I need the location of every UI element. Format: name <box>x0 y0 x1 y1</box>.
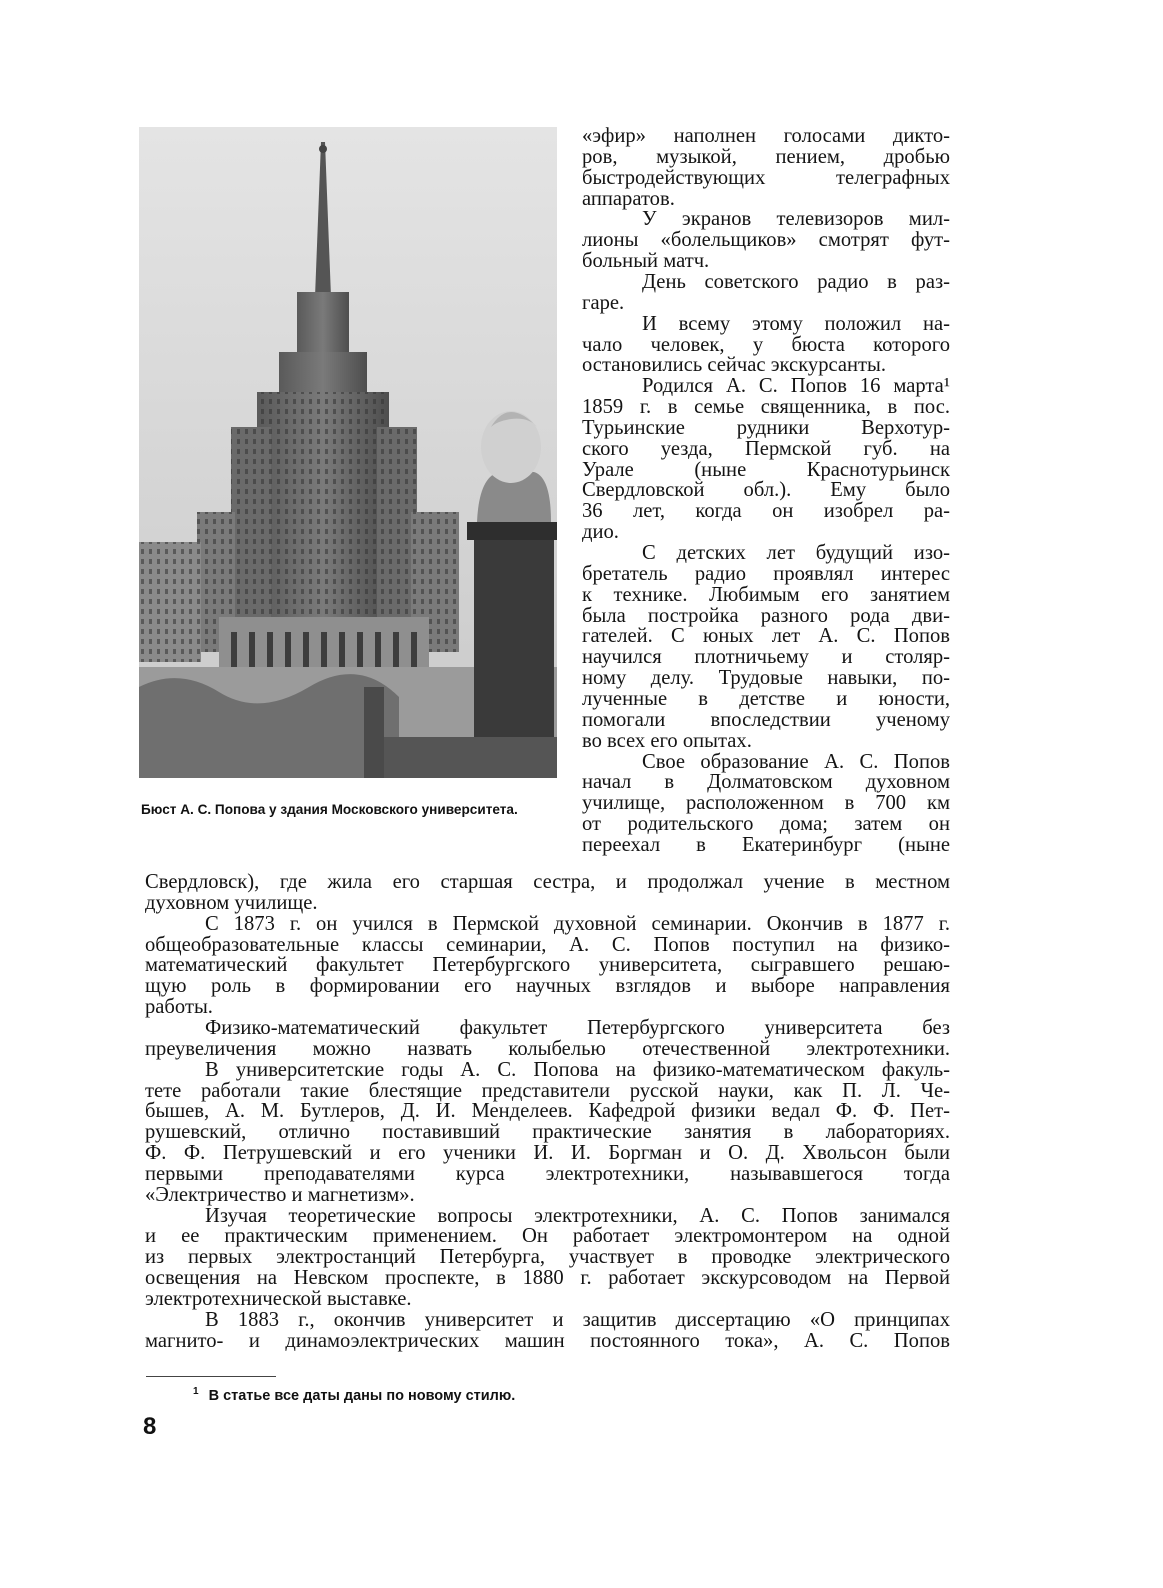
text-line: ров, музыкой, пением, дробью <box>582 145 950 168</box>
footnote-mark: 1 <box>193 1386 199 1397</box>
text-line: научился плотничьему и столяр- <box>582 646 950 669</box>
text-line: училище, расположенном в 700 км <box>582 792 950 815</box>
page-number: 8 <box>143 1413 157 1440</box>
footnote <box>193 1383 893 1405</box>
text-line: ского уезда, Пермской губ. на <box>582 437 950 460</box>
text-line: У экранов телевизоров мил- <box>642 208 950 231</box>
footnote-text: В статье все даты даны по новому стилю. <box>208 1387 516 1404</box>
text-line: математический факультет Петербургского университета, сыгравшего решаю- <box>145 954 950 977</box>
text-line: Ф. Ф. Петрушевский и его ученики И. И. Боргман и О. Д. Хвольсон были <box>145 1142 950 1165</box>
text-line: И всему этому положил на- <box>642 312 950 335</box>
text-line: Свердловск), где жила его старшая сестра, и продолжал учение в местном <box>145 871 950 893</box>
text-line: работы. <box>145 996 213 1019</box>
text-line: первыми преподавателями курса электротехники, называвшегося тогда <box>145 1162 950 1185</box>
text-line: ному делу. Трудовые навыки, по- <box>582 667 950 690</box>
text-line: электротехнической выставке. <box>145 1288 412 1310</box>
text-line: Свердловской обл.). Ему было <box>582 479 950 502</box>
text-line: переехал в Екатеринбург (ныне <box>582 833 950 856</box>
text-line: лионы «болельщиков» смотрят фут- <box>582 229 950 252</box>
text-line: аппаратов. <box>582 187 675 210</box>
text-line: Свое образование А. С. Попов <box>642 750 950 773</box>
text-line: дио. <box>582 521 619 544</box>
text-line: 36 лет, когда он изобрел ра- <box>582 500 950 523</box>
text-line: Родился А. С. Попов 16 марта¹ <box>642 375 950 398</box>
text-line: общеобразовательные классы семинарии, А. С. Попов поступил на физико- <box>145 933 950 956</box>
text-line: Турьинские рудники Верхотур- <box>582 416 950 439</box>
text-line: С детских лет будущий изо- <box>642 542 950 564</box>
text-line: щую роль в формировании его научных взглядов и выборе направления <box>145 975 950 998</box>
text-line: была постройка разного рода дви- <box>582 604 950 627</box>
text-line: больный матч. <box>582 250 710 273</box>
text-line: День советского радио в раз- <box>642 270 950 293</box>
text-line: лученные в детстве и юности, <box>582 687 950 710</box>
text-line: к технике. Любимым его занятием <box>582 583 950 606</box>
photo-caption: Бюст А. С. Попова у здания Московского университета. <box>141 802 518 817</box>
text-line: Физико-математический факультет Петербургского университета без <box>205 1016 950 1039</box>
footnote-divider <box>146 1376 276 1377</box>
text-line: начал в Долматовском духовном <box>582 771 950 794</box>
text-line: С 1873 г. он учился в Пермской духовной семинарии. Окончив в 1877 г. <box>205 912 950 935</box>
text-line: помогали впоследствии ученому <box>582 708 950 731</box>
text-line: гаре. <box>582 291 625 314</box>
text-line: во всех его опытах. <box>582 729 752 752</box>
text-line: остановились сейчас экскурсанты. <box>582 354 887 377</box>
text-line: В университетские годы А. С. Попова на физико-математическом факуль- <box>205 1058 950 1081</box>
text-line: духовном училище. <box>145 891 318 914</box>
photo-illustration <box>139 127 557 778</box>
text-line: от родительского дома; затем он <box>582 813 950 836</box>
text-line: «эфир» наполнен голосами дикто- <box>582 125 950 147</box>
text-line: рушевский, отлично поставивший практические занятия в лабораториях. <box>145 1121 950 1144</box>
text-line: тете работали такие блестящие представители русской науки, как П. Л. Че- <box>145 1079 950 1102</box>
text-line: и ее практическим применением. Он работает электромонтером на одной <box>145 1225 950 1248</box>
text-line: Урале (ныне Краснотурьинск <box>582 458 950 481</box>
text-line: «Электричество и магнетизм». <box>145 1183 415 1206</box>
text-line: быстродействующих телеграфных <box>582 166 950 189</box>
text-line: бретатель радио проявлял интерес <box>582 562 950 585</box>
text-line: преувеличения можно назвать колыбелью отечественной электротехники. <box>145 1037 950 1060</box>
text-line: освещения на Невском проспекте, в 1880 г. работает экскурсоводом на Первой <box>145 1267 950 1290</box>
text-line: бышев, А. М. Бутлеров, Д. И. Менделеев. Кафедрой физики ведал Ф. Ф. Пет- <box>145 1100 950 1123</box>
text-line: 1859 г. в семье священника, в пос. <box>582 396 950 419</box>
photo-university-bust <box>139 127 557 778</box>
text-line: из первых электростанций Петербурга, участвует в проводке электрического <box>145 1246 950 1269</box>
text-line: гателей. С юных лет А. С. Попов <box>582 625 950 648</box>
text-line: магнито- и динамоэлектрических машин постоянного тока», А. С. Попов <box>145 1329 950 1352</box>
text-line: В 1883 г., окончив университет и защитив диссертацию «О принципах <box>205 1308 950 1331</box>
text-line: Изучая теоретические вопросы электротехники, А. С. Попов занимался <box>205 1204 950 1227</box>
text-line: чало человек, у бюста которого <box>582 333 950 356</box>
